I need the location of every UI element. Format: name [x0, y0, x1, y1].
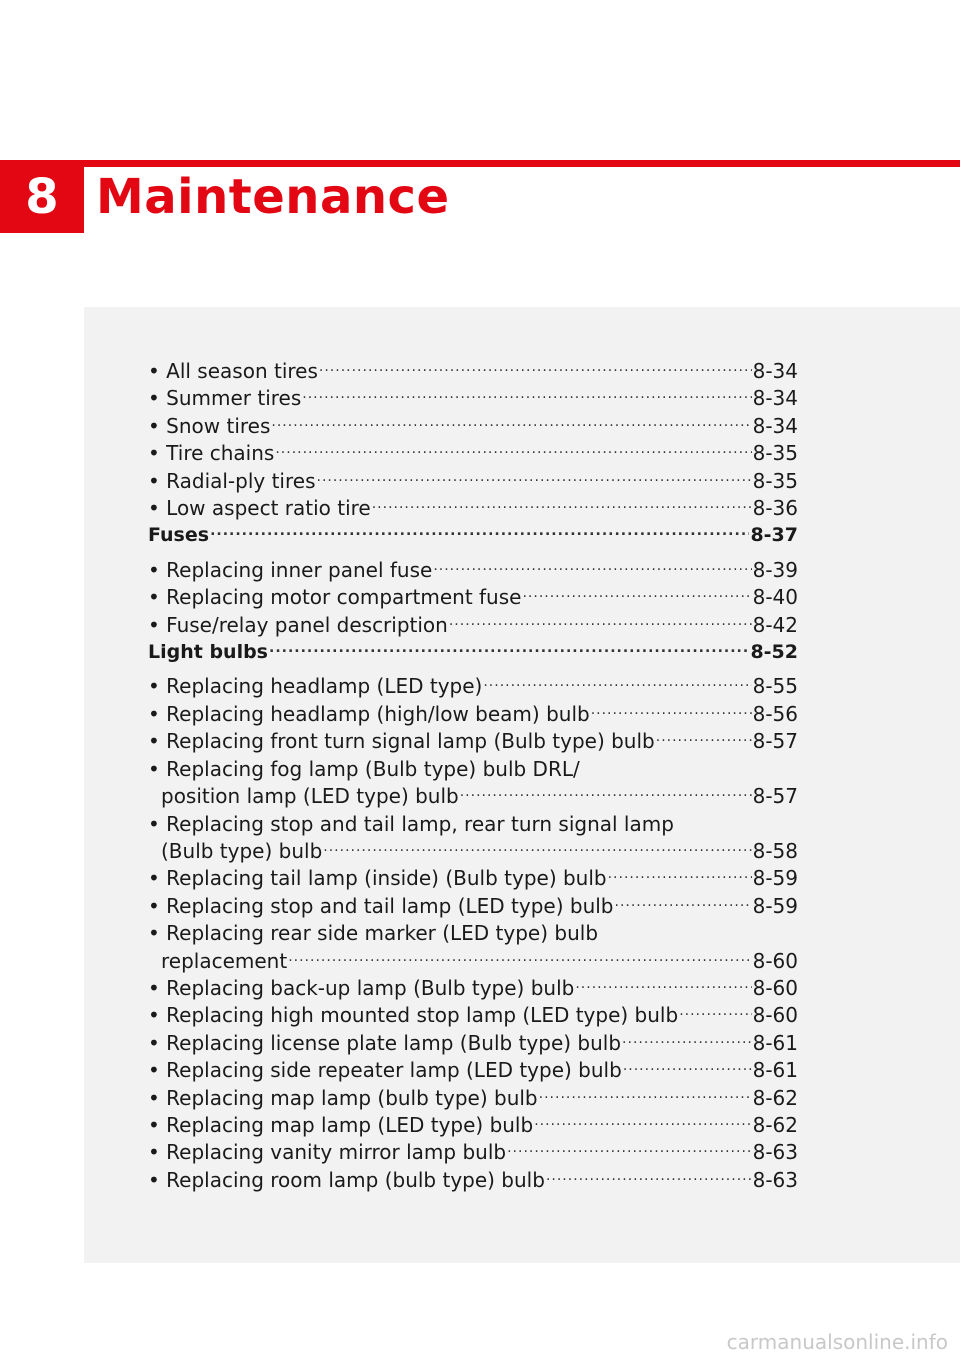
toc-entry-low-aspect-ratio-tire[interactable] [148, 495, 798, 522]
toc-entry-label: • Replacing rear side marker (LED type) bulb [148, 921, 599, 946]
toc-entry-stop-tail-led[interactable] [148, 893, 798, 920]
toc-entry-label-continued: replacement [161, 948, 288, 973]
toc-entry-page: 8-34 [752, 386, 798, 411]
toc-section-page: 8-37 [750, 524, 798, 547]
toc-entry-radial-ply-tires[interactable] [148, 468, 798, 495]
toc-entry-page: 8-60 [752, 948, 798, 973]
toc-entry-side-repeater[interactable] [148, 1057, 798, 1084]
toc-entry-label: • Replacing map lamp (LED type) bulb [148, 1112, 534, 1137]
toc-entry-label: • Replacing high mounted stop lamp (LED type) bulb [148, 1003, 679, 1028]
toc-entry-label: • All season tires [148, 359, 318, 383]
table-of-contents [148, 358, 798, 1194]
toc-entry-page: 8-63 [752, 1140, 798, 1165]
toc-entry-inner-panel-fuse[interactable] [148, 557, 798, 584]
toc-entry-label: • Replacing fog lamp (Bulb type) bulb DRL/ [148, 756, 580, 781]
toc-entry-page: 8-35 [752, 441, 798, 466]
toc-entry-label: • Summer tires [148, 386, 302, 411]
toc-entry-label: • Replacing vanity mirror lamp bulb [148, 1140, 507, 1165]
toc-entry-label: • Replacing license plate lamp (Bulb type) bulb [148, 1030, 622, 1055]
toc-entry-back-up-lamp[interactable] [148, 975, 798, 1002]
toc-entry-tire-chains[interactable] [148, 440, 798, 467]
toc-entry-page: 8-56 [752, 701, 798, 726]
toc-entry-label: • Fuse/relay panel description [148, 612, 448, 637]
toc-entry-page: 8-55 [752, 674, 798, 699]
toc-entry-label: • Replacing back-up lamp (Bulb type) bulb [148, 975, 575, 1000]
toc-entry-page: 8-57 [752, 729, 798, 754]
chapter-title: Maintenance [96, 169, 450, 225]
toc-entry-stop-tail-rear-turn[interactable] [148, 811, 798, 866]
toc-entry-headlamp-high-low[interactable] [148, 701, 798, 728]
toc-entry-headlamp-led[interactable] [148, 673, 798, 700]
toc-entry-page: 8-59 [752, 893, 798, 918]
toc-entry-label: • Replacing stop and tail lamp, rear turn signal lamp [148, 811, 674, 836]
toc-entry-fuse-relay-panel[interactable] [148, 612, 798, 639]
toc-entry-rear-side-marker[interactable] [148, 920, 798, 975]
toc-entry-motor-compartment-fuse[interactable] [148, 584, 798, 611]
toc-entry-label-continued: (Bulb type) bulb [161, 838, 323, 863]
toc-entry-page: 8-40 [752, 585, 798, 610]
toc-entry-label: • Replacing headlamp (LED type) [148, 674, 483, 699]
toc-entry-label: • Replacing side repeater lamp (LED type) bulb [148, 1058, 622, 1083]
toc-entry-map-lamp-bulb[interactable] [148, 1085, 798, 1112]
toc-entry-snow-tires[interactable] [148, 413, 798, 440]
toc-entry-page: 8-57 [752, 784, 798, 809]
toc-entry-page: 8-36 [752, 496, 798, 521]
toc-entry-label-continued: position lamp (LED type) bulb [161, 784, 459, 809]
toc-entry-page: 8-62 [752, 1085, 798, 1110]
toc-entry-room-lamp[interactable] [148, 1167, 798, 1194]
toc-entry-label: • Replacing tail lamp (inside) (Bulb type) bulb [148, 866, 607, 891]
toc-entry-page: 8-34 [752, 413, 798, 438]
toc-entry-label: • Replacing headlamp (high/low beam) bulb [148, 701, 590, 726]
toc-entry-summer-tires[interactable] [148, 385, 798, 412]
toc-entry-page: 8-62 [752, 1112, 798, 1137]
toc-entry-page: 8-63 [752, 1167, 798, 1192]
toc-entry-label: • Replacing motor compartment fuse [148, 585, 522, 610]
toc-section-label: Light bulbs [148, 641, 268, 664]
toc-entry-label: • Low aspect ratio tire [148, 496, 371, 521]
toc-section-fuses[interactable] [148, 522, 798, 549]
toc-section-light-bulbs[interactable] [148, 639, 798, 666]
toc-section-page: 8-52 [750, 641, 798, 664]
toc-entry-label: • Replacing front turn signal lamp (Bulb type) bulb [148, 729, 655, 754]
toc-entry-page: 8-60 [752, 975, 798, 1000]
toc-entry-label: • Replacing stop and tail lamp (LED type) bulb [148, 893, 614, 918]
toc-entry-page: 8-39 [752, 557, 798, 582]
toc-entry-high-mounted-stop[interactable] [148, 1002, 798, 1029]
toc-entry-map-lamp-led[interactable] [148, 1112, 798, 1139]
toc-entry-page: 8-60 [752, 1003, 798, 1028]
toc-entry-page: 8-61 [752, 1030, 798, 1055]
toc-entry-page: 8-35 [752, 468, 798, 493]
toc-entry-label: • Replacing room lamp (bulb type) bulb [148, 1167, 545, 1192]
toc-entry-all-season-tires[interactable] [148, 358, 798, 385]
toc-entry-front-turn-signal[interactable] [148, 728, 798, 755]
toc-entry-label: • Radial-ply tires [148, 468, 316, 493]
toc-entry-label: • Tire chains [148, 441, 275, 466]
toc-entry-license-plate[interactable] [148, 1030, 798, 1057]
toc-entry-vanity-mirror[interactable] [148, 1139, 798, 1166]
toc-entry-page: 8-59 [752, 866, 798, 891]
toc-entry-label: • Replacing map lamp (bulb type) bulb [148, 1085, 538, 1110]
watermark: carmanualsonline.info [726, 1330, 948, 1354]
toc-section-label: Fuses [148, 524, 210, 547]
toc-entry-page: 8-58 [752, 838, 798, 863]
toc-entry-page: 8-34 [752, 359, 798, 383]
toc-entry-label: • Snow tires [148, 413, 271, 438]
toc-entry-label: • Replacing inner panel fuse [148, 557, 433, 582]
toc-entry-page: 8-42 [752, 612, 798, 637]
toc-entry-fog-lamp-drl[interactable] [148, 756, 798, 811]
toc-entry-page: 8-61 [752, 1058, 798, 1083]
toc-entry-tail-lamp-inside[interactable] [148, 865, 798, 892]
chapter-number: 8 [0, 160, 84, 233]
